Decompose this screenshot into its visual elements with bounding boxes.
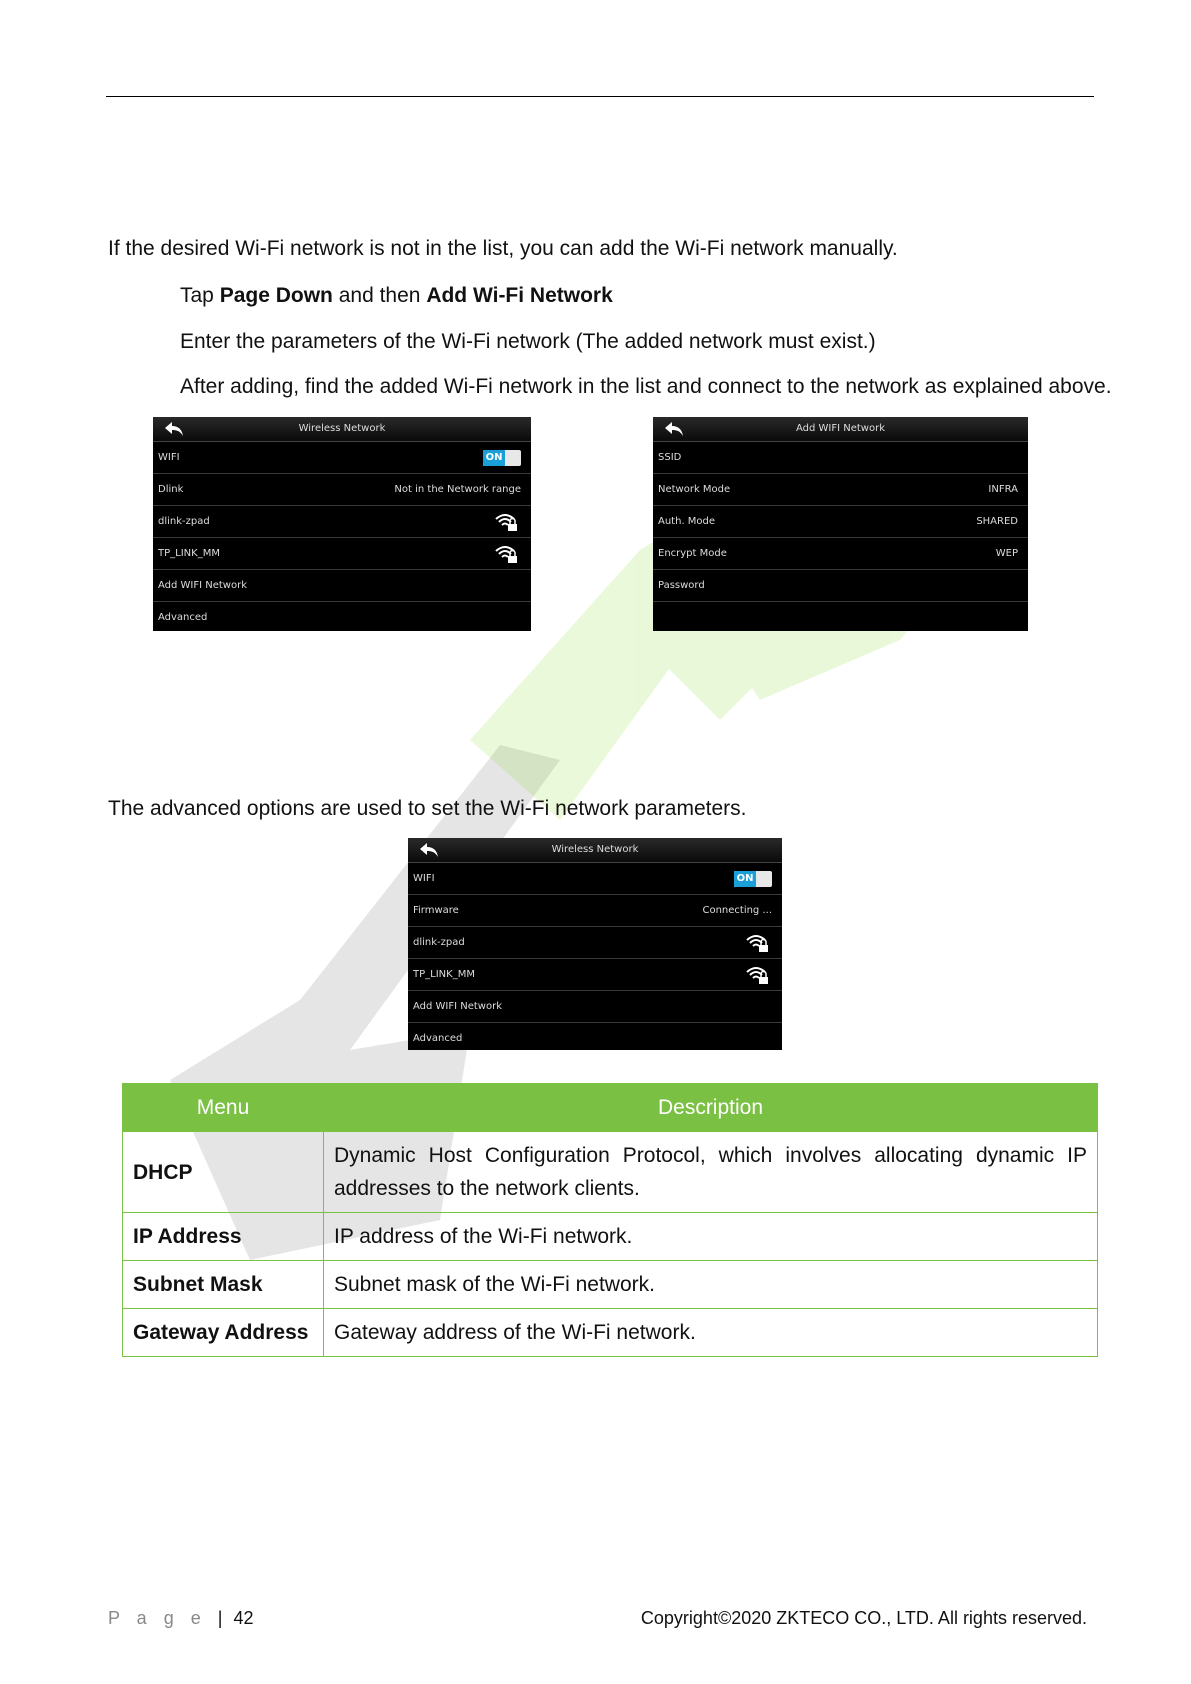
wifi-lock-icon <box>495 512 519 532</box>
row-value: WEP <box>995 548 1018 559</box>
page-label: P a g e <box>108 1608 207 1628</box>
table-row <box>123 1132 1098 1213</box>
network-row[interactable] <box>408 959 782 991</box>
menu-cell: Subnet Mask <box>123 1261 324 1309</box>
table-row <box>123 1213 1098 1261</box>
add-wifi-network-screen <box>653 417 1028 631</box>
toggle-on-label: ON <box>483 450 505 466</box>
screen-header <box>653 417 1028 442</box>
row-value: Connecting ... <box>702 905 772 916</box>
network-mode-row[interactable] <box>653 474 1028 506</box>
row-value: SHARED <box>976 516 1018 527</box>
step-1-mid: and then <box>332 284 427 307</box>
row-label: WIFI <box>158 452 180 463</box>
advanced-options-table <box>122 1083 1098 1357</box>
network-row[interactable] <box>153 506 531 538</box>
add-wifi-term: Add Wi-Fi Network <box>426 284 613 307</box>
row-label: Auth. Mode <box>658 516 716 527</box>
row-label: dlink-zpad <box>413 937 465 948</box>
wifi-row[interactable] <box>153 442 531 474</box>
screen-title: Wireless Network <box>551 844 639 855</box>
table-row <box>123 1261 1098 1309</box>
step-2: Enter the parameters of the Wi-Fi network (The added network must exist.) <box>180 330 876 353</box>
network-row[interactable] <box>153 474 531 506</box>
add-wifi-row[interactable] <box>153 570 531 602</box>
wifi-toggle[interactable] <box>734 871 772 887</box>
ssid-row[interactable] <box>653 442 1028 474</box>
page-number: 42 <box>233 1608 254 1628</box>
page-down-term: Page Down <box>219 284 333 307</box>
row-label: SSID <box>658 452 682 463</box>
wireless-network-screen-2 <box>408 838 782 1050</box>
advanced-row[interactable] <box>408 1023 782 1054</box>
password-row[interactable] <box>653 570 1028 602</box>
wifi-toggle[interactable] <box>483 450 521 466</box>
wifi-lock-icon <box>746 965 770 985</box>
screen-title: Wireless Network <box>298 423 386 434</box>
network-row[interactable] <box>153 538 531 570</box>
auth-mode-row[interactable] <box>653 506 1028 538</box>
menu-cell: Gateway Address <box>123 1309 324 1357</box>
network-row[interactable] <box>408 927 782 959</box>
wifi-row[interactable] <box>408 863 782 895</box>
screen-header <box>408 838 782 863</box>
row-value: Not in the Network range <box>394 484 521 495</box>
description-header: Description <box>324 1084 1098 1132</box>
row-label: Add WIFI Network <box>413 1001 503 1012</box>
row-label: Dlink <box>158 484 184 495</box>
row-label: TP_LINK_MM <box>413 969 475 980</box>
row-label: Advanced <box>158 612 208 623</box>
screen-header <box>153 417 531 442</box>
wifi-lock-icon <box>746 933 770 953</box>
row-label: Network Mode <box>658 484 731 495</box>
table-header-row <box>123 1084 1098 1132</box>
row-label: Encrypt Mode <box>658 548 727 559</box>
wifi-lock-icon <box>495 544 519 564</box>
row-label: Add WIFI Network <box>158 580 248 591</box>
page-footer-left <box>108 1608 253 1629</box>
step-3: After adding, find the added Wi-Fi network in the list and connect to the network as explained above. <box>180 375 1112 398</box>
toggle-on-label: ON <box>734 871 756 887</box>
add-wifi-row[interactable] <box>408 991 782 1023</box>
step-1 <box>180 283 613 309</box>
advanced-row[interactable] <box>153 602 531 633</box>
header-rule <box>106 96 1094 97</box>
row-label: TP_LINK_MM <box>158 548 220 559</box>
copyright: Copyright©2020 ZKTECO CO., LTD. All rights reserved. <box>640 1608 1087 1628</box>
row-label: Password <box>658 580 705 591</box>
advanced-intro: The advanced options are used to set the Wi-Fi network parameters. <box>108 797 747 820</box>
description-cell: Subnet mask of the Wi-Fi network. <box>324 1261 1098 1309</box>
row-label: Firmware <box>413 905 459 916</box>
step-1-pre: Tap <box>180 284 220 307</box>
row-label: dlink-zpad <box>158 516 210 527</box>
row-label: Advanced <box>413 1033 463 1044</box>
screen-title: Add WIFI Network <box>795 423 885 434</box>
encrypt-mode-row[interactable] <box>653 538 1028 570</box>
row-value: INFRA <box>988 484 1018 495</box>
firmware-row[interactable] <box>408 895 782 927</box>
intro-paragraph: If the desired Wi-Fi network is not in the list, you can add the Wi-Fi network manually. <box>108 237 898 260</box>
menu-cell: IP Address <box>123 1213 324 1261</box>
table-row <box>123 1309 1098 1357</box>
menu-header: Menu <box>123 1084 324 1132</box>
description-cell: Dynamic Host Configuration Protocol, which involves allocating dynamic IP addresses to the network clients. <box>324 1132 1098 1213</box>
wireless-network-screen-1 <box>153 417 531 631</box>
menu-cell: DHCP <box>123 1132 324 1213</box>
row-label: WIFI <box>413 873 435 884</box>
description-cell: IP address of the Wi-Fi network. <box>324 1213 1098 1261</box>
page-separator: | <box>217 1608 223 1628</box>
description-cell: Gateway address of the Wi-Fi network. <box>324 1309 1098 1357</box>
